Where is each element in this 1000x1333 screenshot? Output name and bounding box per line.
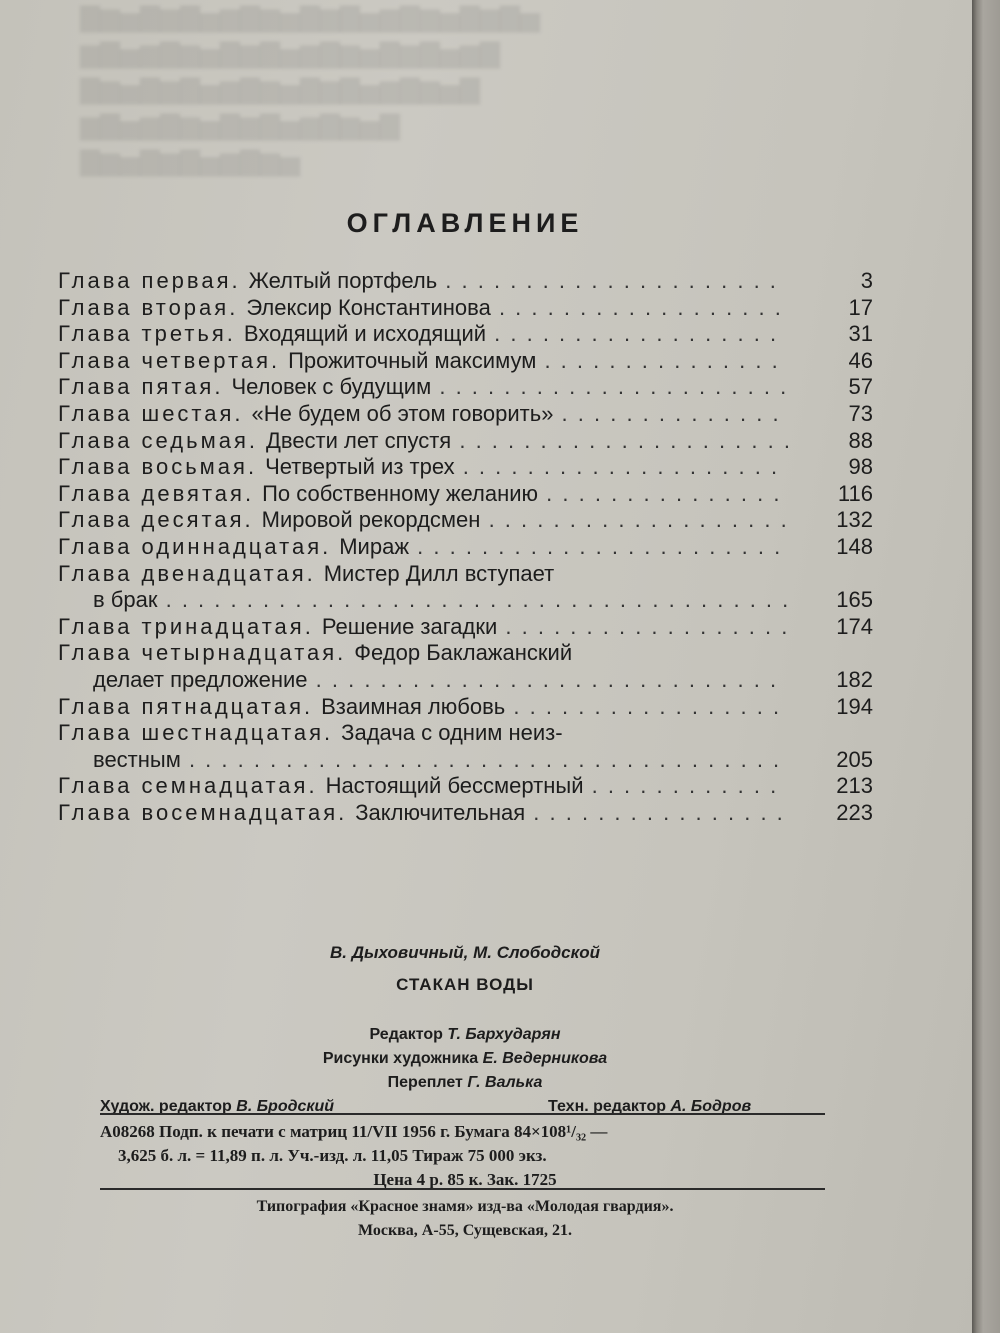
binding-label: Переплет — [387, 1074, 463, 1091]
page-number: 88 — [848, 427, 873, 453]
rule-top — [100, 1113, 825, 1115]
leader-dots: . . . . . . . . . . . . . . . . . . . . — [454, 454, 780, 480]
leader-dots: . . . . . . . . . . . . . . . . . . . . . . . . . . . . . . . . . . . . . — [180, 746, 782, 772]
binding-name: Г. Валька — [467, 1074, 543, 1091]
chapter-title: Взаимная любовь — [321, 693, 506, 719]
leader-dots: . . . . . . . . . . . . . . . . . . . . . . . — [409, 533, 783, 559]
chapter-title-continued: делает предложение — [93, 666, 308, 692]
chapter-title: Входящий и исходящий — [243, 321, 487, 347]
editor-label: Редактор — [369, 1026, 443, 1043]
chapter-title: Решение загадки — [321, 613, 498, 639]
leader-dots: . . . . . . . . . . . . . . . . . . . — [480, 507, 789, 533]
leader-dots: . . . . . . . . . . . . . . . — [536, 347, 780, 373]
leader-dots: . . . . . . . . . . . . . . . . . . . . . . . . . . . . . . . . . . . . . . . — [157, 587, 791, 613]
rule-bottom — [100, 1188, 825, 1190]
chapter-title: Элексир Константинова — [246, 294, 491, 320]
page-number: 182 — [836, 666, 873, 692]
chapter-title-continued: в брак — [93, 587, 158, 613]
page-number: 213 — [836, 773, 873, 799]
art-editor — [100, 1095, 334, 1119]
toc-entry — [58, 720, 878, 773]
chapter-label: Глава восьмая. — [58, 454, 258, 480]
leader-dots: . . . . . . . . . . . . — [583, 773, 779, 799]
chapter-label: Глава седьмая. — [58, 427, 258, 453]
chapter-label: Глава двенадцатая. — [58, 560, 316, 586]
imprint-line-2: 3,625 б. л. = 11,89 п. л. Уч.-изд. л. 11,05 Тираж 75 000 экз. — [118, 1146, 547, 1165]
leader-dots: . . . . . . . . . . . . . . — [553, 400, 781, 426]
page-number: 73 — [848, 400, 873, 426]
chapter-title: Двести лет спустя — [265, 427, 452, 453]
toc-entry — [58, 321, 878, 348]
chapter-label: Глава тринадцатая. — [58, 613, 314, 639]
chapter-title: Мираж — [339, 533, 410, 559]
toc-entry — [58, 640, 878, 693]
toc-entry — [58, 773, 878, 800]
page-number: 174 — [836, 613, 873, 639]
table-of-contents — [58, 268, 878, 826]
editors-line — [0, 1095, 930, 1119]
chapter-title: Заключительная — [355, 799, 526, 825]
chapter-label: Глава шестая. — [58, 400, 244, 426]
leader-dots: . . . . . . . . . . . . . . . . . . . . . . — [431, 374, 789, 400]
tech-editor-name: А. Бодров — [670, 1098, 752, 1115]
toc-entry — [58, 614, 878, 641]
binding-line — [0, 1071, 930, 1095]
imprint-line-1: А08268 Подп. к печати с матриц 11/VII 1956 г. Бумага 84×108¹/₃₂ — — [100, 1122, 608, 1141]
chapter-label: Глава третья. — [58, 321, 236, 347]
page-number: 116 — [837, 480, 873, 506]
chapter-label: Глава вторая. — [58, 294, 239, 320]
leader-dots: . . . . . . . . . . . . . . . . — [525, 799, 785, 825]
chapter-title: Мировой рекордсмен — [261, 507, 481, 533]
chapter-title: Мистер Дилл вступает — [323, 560, 555, 586]
toc-heading: ОГЛАВЛЕНИЕ — [346, 208, 584, 238]
chapter-title: Задача с одним неиз- — [341, 720, 563, 746]
page-number: 132 — [836, 507, 873, 533]
tech-editor — [548, 1095, 751, 1119]
leader-dots: . . . . . . . . . . . . . . . . . . — [490, 294, 783, 320]
book-spine-edge — [972, 0, 1000, 1333]
toc-entry — [58, 534, 878, 561]
toc-entry — [58, 454, 878, 481]
page-number: 46 — [848, 347, 873, 373]
leader-dots: . . . . . . . . . . . . . . . . . — [505, 693, 782, 719]
chapter-title: «Не будем об этом говорить» — [251, 400, 554, 426]
toc-entry — [58, 481, 878, 508]
imprint-line-3: Цена 4 р. 85 к. Зак. 1725 — [373, 1170, 557, 1189]
bleed-through-text: ▇▆▅▇▆▇▅▆▇▆▅▇▆▇▅▆▇▆▅▇▆▇▅ ▆▇▅▆▇▆▅▇▆▇▅▆▇▆▅▇▆▇▅▆▇ ▇▆▅▇▆▇▅▆▇▆▅▇▆▇▅▆▇▆▅▇ ▆▇▅▆▇▆▅▇▆▇▅▆▇▆▅▇ ▇▆▅▇▆▇▅▆▇▆▅ — [80, 3, 540, 176]
leader-dots: . . . . . . . . . . . . . . . . . . . . . — [451, 427, 792, 453]
chapter-title: Прожиточный максимум — [288, 347, 537, 373]
editor-line — [0, 1023, 930, 1047]
chapter-label: Глава четвертая. — [58, 347, 281, 373]
chapter-title: Федор Баклажанский — [354, 640, 573, 666]
page-number: 165 — [836, 587, 873, 613]
leader-dots: . . . . . . . . . . . . . . . . . . . . . . . . . . . . . — [307, 666, 779, 692]
chapter-label: Глава восемнадцатая. — [58, 799, 348, 825]
chapter-label: Глава семнадцатая. — [58, 773, 318, 799]
chapter-label: Глава десятая. — [58, 507, 254, 533]
illustrations-line — [0, 1047, 930, 1071]
chapter-label: Глава первая. — [58, 268, 241, 293]
art-editor-label: Худож. редактор — [100, 1098, 232, 1115]
leader-dots: . . . . . . . . . . . . . . . — [538, 480, 782, 506]
chapter-label: Глава четырнадцатая. — [58, 640, 347, 666]
chapter-label: Глава шестнадцатая. — [58, 720, 334, 746]
chapter-label: Глава пятнадцатая. — [58, 693, 314, 719]
chapter-title: Человек с будущим — [231, 374, 432, 400]
page-number: 3 — [860, 268, 873, 293]
printer-line-2: Москва, А-55, Сущевская, 21. — [357, 1222, 573, 1239]
chapter-title-continued: вестным — [93, 746, 181, 772]
tech-editor-label: Техн. редактор — [548, 1098, 667, 1115]
page-number: 148 — [836, 533, 873, 559]
toc-entry — [58, 428, 878, 455]
toc-entry — [58, 268, 878, 295]
leader-dots: . . . . . . . . . . . . . . . . . . — [497, 613, 790, 639]
illustrations-name: Е. Ведерникова — [482, 1050, 608, 1067]
page-number: 194 — [836, 693, 873, 719]
printer-line-1: Типография «Красное знамя» изд-ва «Молодая гвардия». — [256, 1198, 674, 1215]
toc-entry — [58, 401, 878, 428]
toc-entry — [58, 374, 878, 401]
illustrations-label: Рисунки художника — [322, 1050, 479, 1067]
toc-entry — [58, 507, 878, 534]
toc-entry — [58, 800, 878, 827]
page-number: 223 — [836, 799, 873, 825]
chapter-title: Желтый портфель — [248, 268, 438, 293]
leader-dots: . . . . . . . . . . . . . . . . . . — [486, 321, 779, 347]
chapter-title: Настоящий бессмертный — [325, 773, 584, 799]
editor-name: Т. Бархударян — [447, 1026, 561, 1043]
page-number: 31 — [848, 321, 873, 347]
page-number: 57 — [848, 374, 873, 400]
toc-entry — [58, 348, 878, 375]
page-number: 17 — [848, 294, 873, 320]
toc-entry — [58, 694, 878, 721]
page-number: 205 — [836, 746, 873, 772]
chapter-label: Глава девятая. — [58, 480, 255, 506]
leader-dots: . . . . . . . . . . . . . . . . . . . . . — [437, 268, 778, 293]
book-title: СТАКАН ВОДЫ — [396, 975, 534, 994]
chapter-title: Четвертый из трех — [265, 454, 455, 480]
chapter-title: По собственному желанию — [262, 480, 539, 506]
chapter-label: Глава одиннадцатая. — [58, 533, 332, 559]
toc-entry — [58, 561, 878, 614]
credits-block — [0, 943, 930, 1119]
toc-entry — [58, 295, 878, 322]
imprint-block — [100, 1120, 830, 1192]
chapter-label: Глава пятая. — [58, 374, 224, 400]
page-number: 98 — [848, 454, 873, 480]
art-editor-name: В. Бродский — [236, 1098, 335, 1115]
printer-block — [0, 1195, 930, 1243]
authors: В. Дыховичный, М. Слободской — [330, 943, 600, 962]
